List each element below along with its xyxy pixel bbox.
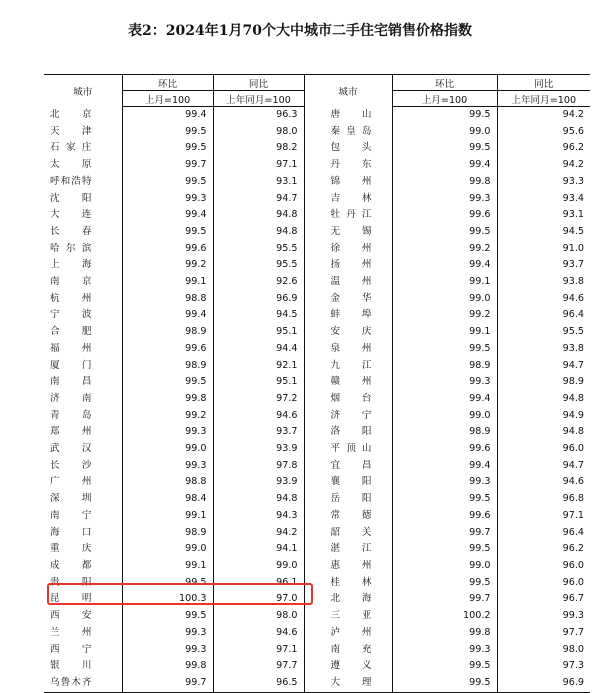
yoy-cell-right: 96.9 — [497, 675, 590, 692]
mom-cell-right: 99.4 — [392, 391, 497, 408]
city-cell-right: 秦皇岛 — [304, 124, 392, 141]
mom-cell-right: 99.1 — [392, 324, 497, 341]
city-cell: 济南 — [50, 392, 92, 404]
mom-cell-right: 99.5 — [392, 107, 497, 124]
yoy-cell: 92.1 — [213, 358, 304, 375]
city-cell: 南宁 — [50, 509, 92, 521]
yoy-cell: 93.9 — [213, 474, 304, 491]
mom-cell-right: 98.9 — [392, 358, 497, 375]
city-cell-right: 丹东 — [304, 157, 392, 174]
mom-cell: 99.7 — [122, 675, 213, 692]
table-row — [44, 307, 590, 324]
city-cell-right: 扬州 — [304, 257, 392, 274]
yoy-cell: 93.9 — [213, 441, 304, 458]
city-cell-right: 惠州 — [304, 558, 392, 575]
yoy-cell: 94.5 — [213, 307, 304, 324]
mom-cell-right: 99.2 — [392, 307, 497, 324]
mom-cell-right: 99.8 — [392, 625, 497, 642]
city-cell-right: 常德 — [304, 508, 392, 525]
city-cell-right: 湛江 — [304, 541, 392, 558]
mom-cell: 99.2 — [122, 408, 213, 425]
mom-cell-right: 99.8 — [392, 174, 497, 191]
city-cell-right: 牡丹江 — [304, 207, 392, 224]
yoy-cell-right: 94.6 — [497, 474, 590, 491]
yoy-cell-right: 94.8 — [497, 391, 590, 408]
mom-cell-right: 99.6 — [392, 207, 497, 224]
city-cell-right: 岳阳 — [304, 491, 392, 508]
yoy-cell-right: 93.3 — [497, 174, 590, 191]
mom-base-header-right: 上月=100 — [392, 91, 497, 107]
yoy-cell-right: 93.8 — [497, 341, 590, 358]
yoy-base-header: 上年同月=100 — [213, 91, 304, 107]
yoy-cell-right: 96.0 — [497, 575, 590, 592]
city-cell: 南京 — [50, 276, 92, 288]
table-row — [44, 374, 590, 391]
yoy-header-right: 同比 — [497, 75, 590, 91]
yoy-cell-right: 94.2 — [497, 157, 590, 174]
mom-cell: 99.3 — [122, 191, 213, 208]
city-cell-right: 泉州 — [304, 341, 392, 358]
table-title: 表2：2024年1月70个大中城市二手住宅销售价格指数 — [128, 23, 472, 39]
yoy-cell-right: 91.0 — [497, 241, 590, 258]
yoy-cell-right: 93.8 — [497, 274, 590, 291]
yoy-cell-right: 94.6 — [497, 291, 590, 308]
table-row — [44, 207, 590, 224]
mom-cell: 98.9 — [122, 358, 213, 375]
mom-cell: 99.5 — [122, 374, 213, 391]
city-cell-right: 九江 — [304, 358, 392, 375]
yoy-cell-right: 96.2 — [497, 541, 590, 558]
table-row — [44, 358, 590, 375]
city-cell: 昆明 — [50, 593, 92, 605]
table-row — [44, 391, 590, 408]
city-cell: 贵阳 — [50, 576, 92, 588]
city-cell: 沈阳 — [50, 192, 92, 204]
yoy-cell: 98.2 — [213, 140, 304, 157]
yoy-cell-right: 98.9 — [497, 374, 590, 391]
city-cell: 郑州 — [50, 426, 92, 438]
mom-cell: 99.4 — [122, 107, 213, 124]
city-cell-right: 三亚 — [304, 608, 392, 625]
mom-cell: 98.9 — [122, 525, 213, 542]
yoy-cell: 97.8 — [213, 458, 304, 475]
yoy-cell: 96.1 — [213, 575, 304, 592]
yoy-cell-right: 94.9 — [497, 408, 590, 425]
city-cell: 深圳 — [50, 493, 92, 505]
mom-cell-right: 100.2 — [392, 608, 497, 625]
city-cell-right: 平顶山 — [304, 441, 392, 458]
city-cell-right: 桂林 — [304, 575, 392, 592]
city-header: 城市 — [44, 75, 122, 107]
mom-cell: 98.8 — [122, 291, 213, 308]
mom-cell: 99.8 — [122, 658, 213, 675]
mom-cell-right: 99.5 — [392, 140, 497, 157]
mom-cell-right: 99.5 — [392, 341, 497, 358]
mom-cell: 99.5 — [122, 608, 213, 625]
city-cell: 西安 — [50, 610, 92, 622]
yoy-cell-right: 95.6 — [497, 124, 590, 141]
table-row — [44, 541, 590, 558]
mom-cell: 99.6 — [122, 241, 213, 258]
table-row — [44, 224, 590, 241]
city-cell: 南昌 — [50, 376, 92, 388]
table-row — [44, 424, 590, 441]
table-row — [44, 107, 590, 124]
city-cell-right: 徐州 — [304, 241, 392, 258]
yoy-cell-right: 94.8 — [497, 424, 590, 441]
yoy-cell: 97.7 — [213, 658, 304, 675]
mom-cell-right: 99.4 — [392, 458, 497, 475]
table-row — [44, 124, 590, 141]
mom-cell: 99.5 — [122, 224, 213, 241]
yoy-cell: 94.2 — [213, 525, 304, 542]
table-row — [44, 257, 590, 274]
yoy-cell: 96.9 — [213, 291, 304, 308]
city-cell-right: 赣州 — [304, 374, 392, 391]
city-cell: 宁波 — [50, 309, 92, 321]
city-cell: 北京 — [50, 108, 92, 120]
city-cell-right: 烟台 — [304, 391, 392, 408]
mom-cell-right: 99.0 — [392, 558, 497, 575]
mom-cell-right: 99.3 — [392, 642, 497, 659]
mom-cell-right: 99.0 — [392, 124, 497, 141]
mom-cell-right: 99.6 — [392, 508, 497, 525]
table-row — [44, 491, 590, 508]
yoy-cell: 94.3 — [213, 508, 304, 525]
city-cell-right: 唐山 — [304, 107, 392, 124]
mom-header: 环比 — [122, 75, 213, 91]
mom-cell-right: 99.3 — [392, 474, 497, 491]
city-cell-right: 宜昌 — [304, 458, 392, 475]
yoy-cell: 97.1 — [213, 157, 304, 174]
mom-cell: 99.0 — [122, 441, 213, 458]
yoy-cell: 94.6 — [213, 408, 304, 425]
yoy-cell-right: 97.7 — [497, 625, 590, 642]
city-cell-right: 遵义 — [304, 658, 392, 675]
yoy-cell: 95.5 — [213, 241, 304, 258]
mom-cell-right: 99.3 — [392, 191, 497, 208]
table-row — [44, 441, 590, 458]
city-cell-right: 安庆 — [304, 324, 392, 341]
city-cell: 大连 — [50, 209, 92, 221]
table-row — [44, 658, 590, 675]
table-row — [44, 474, 590, 491]
yoy-base-header-right: 上年同月=100 — [497, 91, 590, 107]
yoy-cell-right: 93.1 — [497, 207, 590, 224]
table-row — [44, 458, 590, 475]
mom-cell: 99.3 — [122, 424, 213, 441]
table-row — [44, 191, 590, 208]
mom-cell: 99.0 — [122, 541, 213, 558]
yoy-cell-right: 96.4 — [497, 525, 590, 542]
mom-cell-right: 99.7 — [392, 525, 497, 542]
table-row — [44, 525, 590, 542]
mom-cell: 99.2 — [122, 257, 213, 274]
city-cell: 武汉 — [50, 443, 92, 455]
yoy-cell-right: 96.4 — [497, 307, 590, 324]
city-cell-right: 蚌埠 — [304, 307, 392, 324]
mom-cell: 98.4 — [122, 491, 213, 508]
mom-cell-right: 99.0 — [392, 291, 497, 308]
yoy-cell-right: 94.7 — [497, 458, 590, 475]
yoy-cell: 94.8 — [213, 491, 304, 508]
mom-cell-right: 99.6 — [392, 441, 497, 458]
mom-cell: 100.3 — [122, 591, 213, 608]
city-cell: 广州 — [50, 476, 92, 488]
yoy-cell: 98.0 — [213, 608, 304, 625]
mom-cell-right: 99.5 — [392, 541, 497, 558]
yoy-cell: 96.5 — [213, 675, 304, 692]
yoy-cell: 95.5 — [213, 257, 304, 274]
city-cell: 福州 — [50, 342, 92, 354]
yoy-cell-right: 99.3 — [497, 608, 590, 625]
city-cell-right: 吉林 — [304, 191, 392, 208]
city-cell: 海口 — [50, 526, 92, 538]
yoy-cell-right: 95.5 — [497, 324, 590, 341]
yoy-header: 同比 — [213, 75, 304, 91]
city-cell: 重庆 — [50, 543, 92, 555]
yoy-cell: 95.1 — [213, 324, 304, 341]
table-row — [44, 508, 590, 525]
city-cell: 长春 — [50, 225, 92, 237]
city-cell: 石家庄 — [50, 142, 92, 154]
yoy-cell: 94.8 — [213, 224, 304, 241]
city-cell-right: 济宁 — [304, 408, 392, 425]
yoy-cell: 99.0 — [213, 558, 304, 575]
yoy-cell-right: 97.1 — [497, 508, 590, 525]
mom-cell: 99.1 — [122, 274, 213, 291]
mom-cell: 99.4 — [122, 307, 213, 324]
city-cell: 呼和浩特 — [50, 175, 92, 187]
yoy-cell-right: 96.8 — [497, 491, 590, 508]
yoy-cell-right: 98.0 — [497, 642, 590, 659]
city-cell-right: 温州 — [304, 274, 392, 291]
mom-cell-right: 99.4 — [392, 257, 497, 274]
mom-cell: 99.1 — [122, 558, 213, 575]
table-body — [44, 107, 590, 693]
mom-cell-right: 99.3 — [392, 374, 497, 391]
yoy-cell: 94.4 — [213, 341, 304, 358]
mom-cell: 99.8 — [122, 391, 213, 408]
mom-cell: 99.1 — [122, 508, 213, 525]
price-index-table — [44, 74, 590, 693]
table-row — [44, 341, 590, 358]
table-row — [44, 558, 590, 575]
mom-cell: 99.5 — [122, 174, 213, 191]
city-cell: 太原 — [50, 159, 92, 171]
yoy-cell: 97.2 — [213, 391, 304, 408]
mom-cell: 99.3 — [122, 642, 213, 659]
yoy-cell-right: 96.0 — [497, 558, 590, 575]
city-cell-right: 南充 — [304, 642, 392, 659]
mom-cell: 98.8 — [122, 474, 213, 491]
yoy-cell-right: 96.2 — [497, 140, 590, 157]
yoy-cell: 93.7 — [213, 424, 304, 441]
mom-cell-right: 99.1 — [392, 274, 497, 291]
yoy-cell: 94.8 — [213, 207, 304, 224]
yoy-cell: 94.7 — [213, 191, 304, 208]
yoy-cell: 94.1 — [213, 541, 304, 558]
city-cell: 厦门 — [50, 359, 92, 371]
table-row — [44, 625, 590, 642]
city-cell: 成都 — [50, 559, 92, 571]
city-cell: 上海 — [50, 259, 92, 271]
city-cell-right: 包头 — [304, 140, 392, 157]
yoy-cell-right: 96.7 — [497, 591, 590, 608]
table-row — [44, 140, 590, 157]
mom-base-header: 上月=100 — [122, 91, 213, 107]
yoy-cell-right: 93.4 — [497, 191, 590, 208]
city-cell: 哈尔滨 — [50, 242, 92, 254]
city-cell: 兰州 — [50, 626, 92, 638]
city-cell-right: 洛阳 — [304, 424, 392, 441]
city-cell: 合肥 — [50, 326, 92, 338]
mom-cell-right: 99.0 — [392, 408, 497, 425]
table-row — [44, 274, 590, 291]
yoy-cell: 94.6 — [213, 625, 304, 642]
city-cell: 天津 — [50, 125, 92, 137]
table-row — [44, 291, 590, 308]
city-cell: 杭州 — [50, 292, 92, 304]
city-cell-right: 金华 — [304, 291, 392, 308]
yoy-cell-right: 96.0 — [497, 441, 590, 458]
table-row — [44, 608, 590, 625]
yoy-cell: 96.3 — [213, 107, 304, 124]
yoy-cell: 98.0 — [213, 124, 304, 141]
table-row — [44, 241, 590, 258]
mom-cell-right: 98.9 — [392, 424, 497, 441]
city-cell: 长沙 — [50, 459, 92, 471]
yoy-cell: 97.0 — [213, 591, 304, 608]
mom-cell-right: 99.5 — [392, 575, 497, 592]
mom-cell-right: 99.4 — [392, 157, 497, 174]
city-cell-right: 襄阳 — [304, 474, 392, 491]
city-cell-right: 大理 — [304, 675, 392, 692]
table-row — [44, 408, 590, 425]
yoy-cell-right: 94.7 — [497, 358, 590, 375]
city-cell-right: 韶关 — [304, 525, 392, 542]
table-row — [44, 157, 590, 174]
city-cell: 乌鲁木齐 — [44, 675, 122, 692]
yoy-cell-right: 97.3 — [497, 658, 590, 675]
mom-cell-right: 99.5 — [392, 658, 497, 675]
city-header-right: 城市 — [304, 75, 392, 107]
mom-cell-right: 99.2 — [392, 241, 497, 258]
mom-cell: 99.5 — [122, 575, 213, 592]
city-cell: 西宁 — [50, 643, 92, 655]
city-cell: 青岛 — [50, 409, 92, 421]
city-cell-right: 北海 — [304, 591, 392, 608]
yoy-cell: 92.6 — [213, 274, 304, 291]
mom-cell: 99.5 — [122, 140, 213, 157]
table-row — [44, 174, 590, 191]
yoy-cell-right: 94.2 — [497, 107, 590, 124]
city-cell: 银川 — [50, 660, 92, 672]
table-row — [44, 675, 590, 692]
city-cell-right: 泸州 — [304, 625, 392, 642]
mom-cell: 98.9 — [122, 324, 213, 341]
mom-header-right: 环比 — [392, 75, 497, 91]
city-cell-right: 锦州 — [304, 174, 392, 191]
mom-cell-right: 99.5 — [392, 491, 497, 508]
yoy-cell: 93.1 — [213, 174, 304, 191]
mom-cell: 99.3 — [122, 458, 213, 475]
mom-cell: 99.4 — [122, 207, 213, 224]
yoy-cell: 95.1 — [213, 374, 304, 391]
mom-cell-right: 99.7 — [392, 591, 497, 608]
mom-cell: 99.6 — [122, 341, 213, 358]
mom-cell: 99.7 — [122, 157, 213, 174]
mom-cell-right: 99.5 — [392, 224, 497, 241]
mom-cell: 99.5 — [122, 124, 213, 141]
table-row — [44, 575, 590, 592]
mom-cell-right: 99.5 — [392, 675, 497, 692]
yoy-cell: 97.1 — [213, 642, 304, 659]
table-row — [44, 642, 590, 659]
table-row — [44, 324, 590, 341]
yoy-cell-right: 94.5 — [497, 224, 590, 241]
yoy-cell-right: 93.7 — [497, 257, 590, 274]
city-cell-right: 无锡 — [304, 224, 392, 241]
table-row — [44, 591, 590, 608]
mom-cell: 99.3 — [122, 625, 213, 642]
